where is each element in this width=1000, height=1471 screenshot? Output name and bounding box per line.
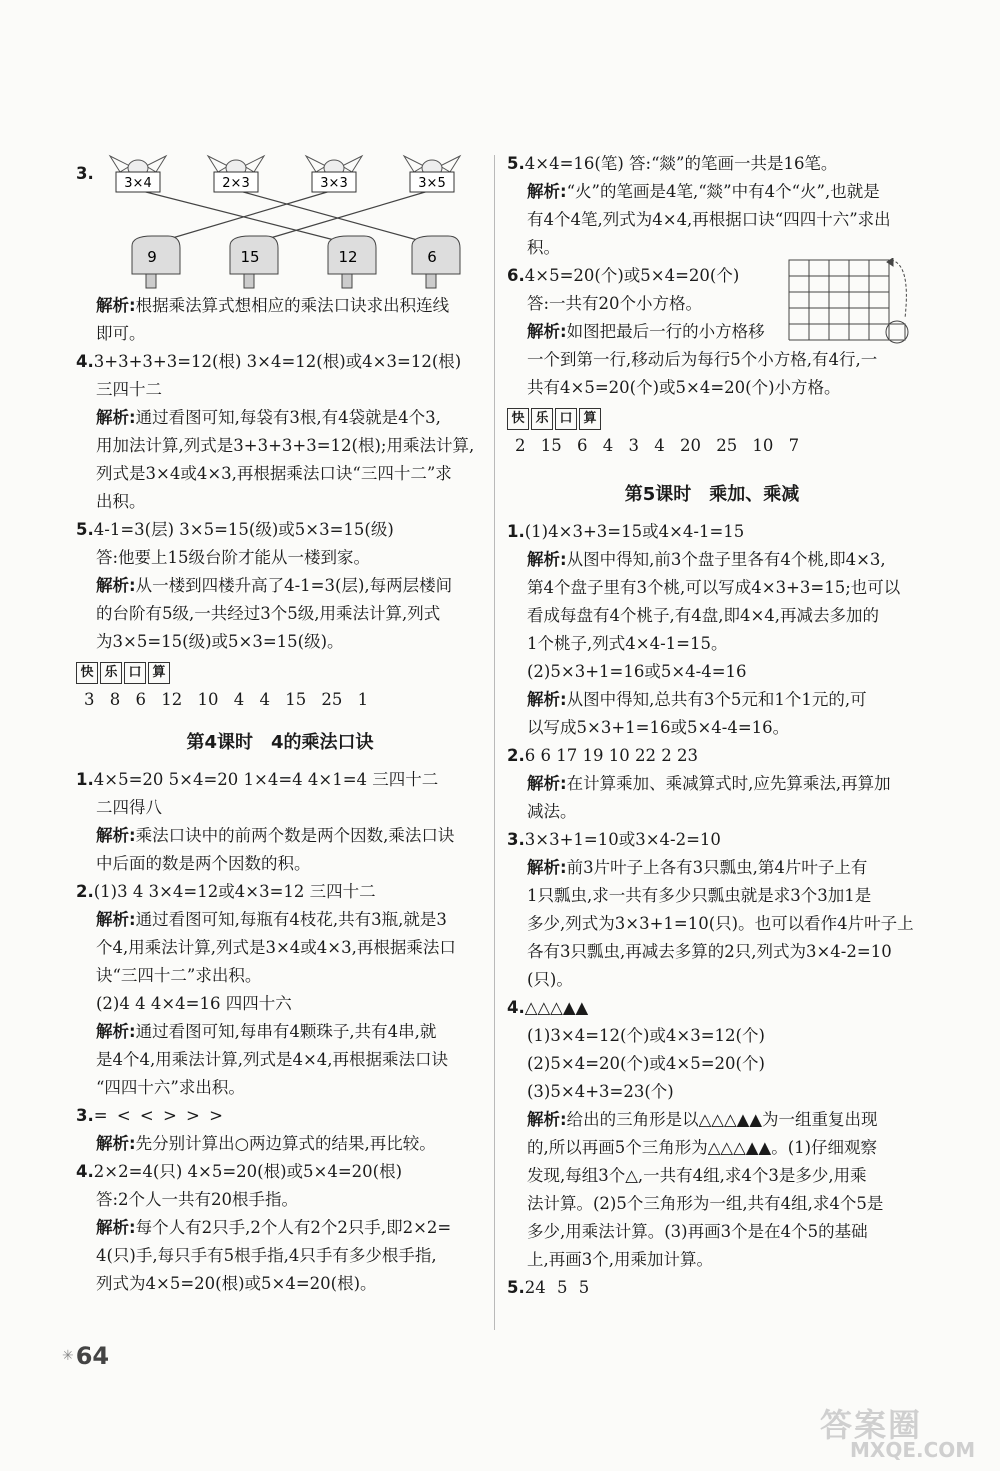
card-label: 2×3	[222, 176, 250, 191]
analysis-cont: 列式为4×5=20(根)或5×4=20(根)。	[96, 1274, 377, 1293]
analysis: 解析:从一楼到四楼升高了4-1=3(层),每两层楼间	[96, 576, 453, 595]
card-label: 3×5	[418, 176, 446, 191]
analysis-cont: 1个桃子,列式4×4-1=15。	[527, 634, 728, 653]
matching-figure	[96, 150, 484, 292]
analysis-cont: 积。	[527, 238, 560, 257]
answer-line: 4×5=20(个)或5×4=20(个)	[524, 266, 740, 285]
answer-line: 3+3+3+3=12(根) 3×4=12(根)或4×3=12(根)	[93, 352, 462, 371]
analysis: 解析:在计算乘加、乘减算式时,应先算乘法,再算加	[527, 774, 891, 793]
question-number: 3.	[507, 830, 525, 849]
card-label: 3×4	[124, 176, 152, 191]
question-number: 4.	[507, 998, 525, 1017]
answer-line: 6 6 17 19 10 22 2 23	[524, 746, 698, 765]
s5-question-4	[507, 994, 917, 1274]
mailbox-number: 6	[427, 248, 437, 266]
grid-figure	[787, 258, 915, 344]
answer-line: 答:一共有20个小方格。	[527, 294, 703, 313]
answer-line: (2)5×3+1=16或5×4-4=16	[527, 662, 747, 681]
mailbox-number: 12	[338, 248, 358, 266]
answer-line: 4×5=20 5×4=20 1×4=4 4×1=4 三四十二	[93, 770, 439, 789]
question-3	[76, 150, 484, 348]
analysis-cont: 各有3只瓢虫,再减去多算的2只,列式为3×4-2=10	[527, 942, 892, 961]
bird-mailbox-lines	[96, 150, 484, 292]
right-column	[507, 150, 917, 1302]
analysis: 解析:根据乘法算式想相应的乘法口诀求出积连线	[96, 296, 450, 315]
question-number: 5.	[76, 520, 94, 539]
answer-line: 答:2个人一共有20根手指。	[96, 1190, 299, 1209]
answer-line: (2)5×4=20(个)或4×5=20(个)	[527, 1054, 765, 1073]
answer-line: 2×2=4(只) 4×5=20(根)或5×4=20(根)	[93, 1162, 403, 1181]
s5-question-3	[507, 826, 917, 994]
answer-line: △△△▲▲	[524, 998, 589, 1017]
analysis-cont: 是4个4,用乘法计算,列式是4×4,再根据乘法口诀	[96, 1050, 449, 1069]
question-number: 1.	[507, 522, 525, 541]
analysis-cont: 用加法计算,列式是3+3+3+3=12(根);用乘法计算,	[96, 436, 475, 455]
analysis: 解析:乘法口诀中的前两个数是两个因数,乘法口诀	[96, 826, 455, 845]
analysis-cont: 一个到第一行,移动后为每行5个小方格,有4行,一	[527, 350, 878, 369]
answer-line: 三四十二	[96, 380, 162, 399]
mental-math-answers: 2 15 6 4 3 4 20 25 10 7	[515, 436, 800, 455]
question-number: 4.	[76, 1162, 94, 1181]
answer-line: 4-1=3(层) 3×5=15(级)或5×3=15(级)	[93, 520, 394, 539]
analysis-cont: 多少,列式为3×3+1=10(只)。也可以看作4片叶子上	[527, 914, 914, 933]
kuaile-kousuan-badge: 快 乐 口 算	[507, 408, 917, 430]
analysis-cont: 发现,每组3个△,一共有4组,求4个3是多少,用乘	[527, 1166, 867, 1185]
section-title: 第5课时 乘加、乘减	[624, 484, 800, 505]
mailbox-number: 15	[240, 248, 260, 266]
question-4	[76, 348, 484, 516]
answer-line: 答:他要上15级台阶才能从一楼到家。	[96, 548, 371, 567]
analysis: 解析:如图把最后一行的小方格移	[527, 322, 765, 341]
analysis: 解析:从图中得知,前3个盘子里各有4个桃,即4×3,	[527, 550, 886, 569]
analysis-cont: 出积。	[96, 492, 146, 511]
kuaile-kousuan-badge: 快 乐 口 算	[76, 662, 484, 684]
analysis: 解析:通过看图可知,每瓶有4枝花,共有3瓶,就是3	[96, 910, 447, 929]
mailbox-number: 9	[147, 248, 157, 266]
analysis-cont: 看成每盘有4个桃子,有4盘,即4×4,再减去多加的	[527, 606, 880, 625]
card-label: 3×3	[320, 176, 348, 191]
question-number: 3.	[76, 164, 94, 183]
analysis: 解析:每个人有2只手,2个人有2个2只手,即2×2=	[96, 1218, 452, 1237]
s5-question-5	[507, 1274, 917, 1302]
page-number: ✳ 64	[62, 1342, 110, 1370]
analysis-cont: 个4,用乘法计算,列式是3×4或4×3,再根据乘法口	[96, 938, 456, 957]
analysis: 解析:通过看图可知,每袋有3根,有4袋就是4个3,	[96, 408, 441, 427]
answer-line: 3×3+1=10或3×4-2=10	[524, 830, 721, 849]
s4-question-2	[76, 878, 484, 1102]
s4-question-4	[76, 1158, 484, 1298]
analysis-cont: 中后面的数是两个因数的积。	[96, 854, 311, 873]
s5-question-1	[507, 518, 917, 742]
answer-line: 二四得八	[96, 798, 162, 817]
column-divider	[494, 155, 495, 1330]
analysis-cont: 上,再画3个,用乘加计算。	[527, 1250, 713, 1269]
analysis: 解析:给出的三角形是以△△△▲▲为一组重复出现	[527, 1110, 878, 1129]
analysis-cont: (只)。	[527, 970, 573, 989]
analysis: 解析:通过看图可知,每串有4颗珠子,共有4串,就	[96, 1022, 437, 1041]
s4-question-3	[76, 1102, 484, 1158]
answer-line: (1)3 4 3×4=12或4×3=12 三四十二	[93, 882, 376, 901]
question-number: 2.	[76, 882, 94, 901]
answer-line: (3)5×4+3=23(个)	[527, 1082, 674, 1101]
left-column	[76, 150, 484, 1298]
analysis-cont: 1只瓢虫,求一共有多少只瓢虫就是求3个3加1是	[527, 886, 872, 905]
analysis-cont: 以写成5×3+1=16或5×4-4=16。	[527, 718, 790, 737]
s4-question-1	[76, 766, 484, 878]
analysis: 解析:先分别计算出○两边算式的结果,再比较。	[96, 1134, 436, 1153]
analysis: 解析:“火”的笔画是4笔,“燚”中有4个“火”,也就是	[527, 182, 880, 201]
analysis-cont: 第4个盘子里有3个桃,可以写成4×3+3=15;也可以	[527, 578, 901, 597]
analysis-cont: 的台阶有5级,一共经过3个5级,用乘法计算,列式	[96, 604, 441, 623]
analysis-cont: “四四十六”求出积。	[96, 1078, 245, 1097]
analysis-cont: 多少,用乘法计算。(3)再画3个是在4个5的基础	[527, 1222, 868, 1241]
question-5	[76, 516, 484, 656]
question-number: 5.	[507, 154, 525, 173]
analysis-cont: 有4个4笔,列式为4×4,再根据口诀“四四十六”求出	[527, 210, 891, 229]
question-6	[507, 262, 917, 402]
mental-math-answers: 3 8 6 12 10 4 4 15 25 1	[84, 690, 369, 709]
analysis-cont: 诀“三四十二”求出积。	[96, 966, 262, 985]
answer-line: 24 5 5	[524, 1278, 590, 1297]
star-icon: ✳	[62, 1348, 74, 1364]
analysis-cont: 法计算。(2)5个三角形为一组,共有4组,求4个5是	[527, 1194, 884, 1213]
question-number: 5.	[507, 1278, 525, 1297]
s5-question-2	[507, 742, 917, 826]
analysis-cont: 为3×5=15(级)或5×3=15(级)。	[96, 632, 344, 651]
watermark-logo: 答案圈 MXQE.COM	[820, 1406, 976, 1462]
question-number: 1.	[76, 770, 94, 789]
question-number: 2.	[507, 746, 525, 765]
answer-line: (1)3×4=12(个)或4×3=12(个)	[527, 1026, 765, 1045]
question-number: 6.	[507, 266, 525, 285]
question-number: 4.	[76, 352, 94, 371]
analysis-cont: 的,所以再画5个三角形为△△△▲▲。(1)仔细观察	[527, 1138, 878, 1157]
analysis-cont: 4(只)手,每只手有5根手指,4只手有多少根手指,	[96, 1246, 437, 1265]
analysis-cont: 即可。	[96, 324, 146, 343]
section-title: 第4课时 4的乘法口诀	[186, 732, 374, 753]
answer-line: 4×4=16(笔) 答:“燚”的笔画一共是16笔。	[524, 154, 838, 173]
answer-line: (2)4 4 4×4=16 四四十六	[96, 994, 292, 1013]
analysis-cont: 列式是3×4或4×3,再根据乘法口诀“三四十二”求	[96, 464, 452, 483]
answer-line: = < < > > >	[93, 1106, 223, 1125]
question-5-strokes	[507, 150, 917, 262]
analysis: 解析:前3片叶子上各有3只瓢虫,第4片叶子上有	[527, 858, 868, 877]
analysis: 解析:从图中得知,总共有3个5元和1个1元的,可	[527, 690, 867, 709]
answer-line: (1)4×3+3=15或4×4-1=15	[524, 522, 745, 541]
analysis-cont: 共有4×5=20(个)或5×4=20(个)小方格。	[527, 378, 841, 397]
analysis-cont: 减法。	[527, 802, 577, 821]
question-number: 3.	[76, 1106, 94, 1125]
